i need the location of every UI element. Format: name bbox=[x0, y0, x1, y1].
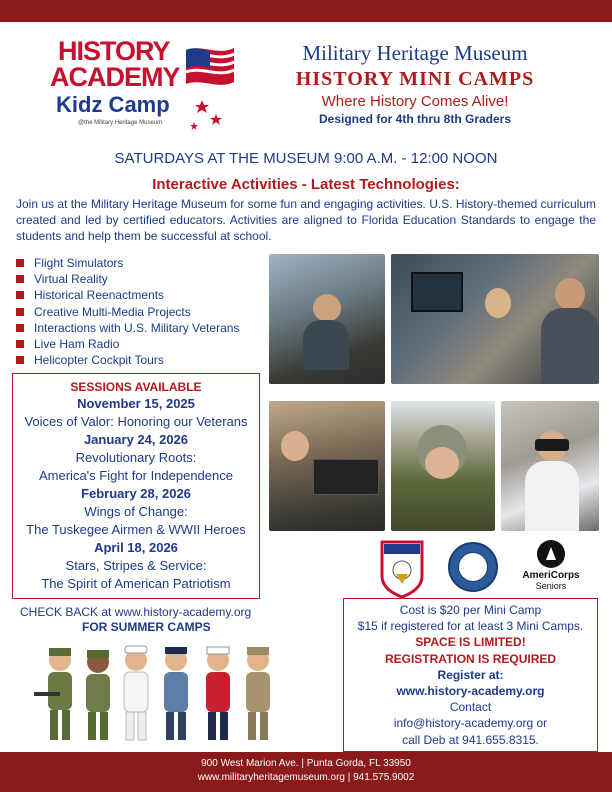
activity-label: Interactions with U.S. Military Veterans bbox=[34, 320, 240, 335]
pilot-helmet-photo bbox=[391, 401, 495, 531]
square-bullet-icon bbox=[16, 291, 24, 299]
activity-label: Live Ham Radio bbox=[34, 337, 120, 352]
activity-label: Creative Multi-Media Projects bbox=[34, 304, 191, 319]
county-seal-icon bbox=[448, 542, 498, 592]
footer-bar bbox=[0, 752, 612, 792]
screen-shape bbox=[411, 272, 463, 312]
history-academy-logo bbox=[44, 36, 234, 161]
activity-label: Virtual Reality bbox=[34, 272, 108, 287]
flight-simulator-photo bbox=[391, 254, 599, 384]
eagle-shield-icon bbox=[380, 540, 424, 598]
logo-academy-text: ACADEMY bbox=[50, 62, 180, 92]
logo-kidz-camp-text: Kidz Camp bbox=[56, 92, 170, 117]
list-item bbox=[16, 271, 266, 287]
contact-email[interactable]: info@history-academy.org or bbox=[393, 716, 548, 731]
footer-address: 900 West Marion Ave. | Punta Gorda, FL 33950 bbox=[201, 758, 411, 769]
person-head-shape bbox=[485, 288, 511, 318]
partner-logos bbox=[380, 540, 600, 600]
helicopter-cockpit-photo bbox=[269, 254, 385, 384]
radio-shape bbox=[313, 459, 379, 495]
list-item bbox=[16, 352, 266, 368]
register-link[interactable]: www.history-academy.org bbox=[396, 684, 545, 699]
flag-icon bbox=[182, 42, 238, 142]
tagline: Where History Comes Alive! bbox=[321, 93, 509, 110]
coast-guard-figure bbox=[246, 647, 270, 740]
square-bullet-icon bbox=[16, 275, 24, 283]
list-item bbox=[16, 320, 266, 336]
logo-subtitle: @the Military Heritage Museum bbox=[78, 120, 163, 126]
person-body-shape bbox=[525, 461, 579, 531]
checkback-note bbox=[20, 605, 270, 635]
square-bullet-icon bbox=[16, 324, 24, 332]
cartoon-service-members-illustration bbox=[30, 638, 295, 750]
contact-label: Contact bbox=[449, 700, 492, 715]
airman-figure bbox=[164, 647, 188, 740]
person-head-shape bbox=[555, 278, 585, 310]
logo-history-text: HISTORY bbox=[58, 36, 170, 66]
session-date: April 18, 2026 bbox=[94, 540, 178, 555]
summer-camps-line: FOR SUMMER CAMPS bbox=[82, 620, 211, 634]
activities-subheading: Interactive Activities - Latest Technologies: bbox=[152, 176, 460, 193]
sessions-box bbox=[12, 373, 260, 599]
americorps-label: AmeriCorps bbox=[522, 570, 580, 581]
activity-label: Historical Reenactments bbox=[34, 288, 165, 303]
space-limited-notice: SPACE IS LIMITED! bbox=[415, 635, 526, 650]
session-subtitle: The Tuskegee Airmen & WWII Heroes bbox=[26, 522, 246, 537]
registration-required-notice: REGISTRATION IS REQUIRED bbox=[384, 651, 557, 666]
ham-radio-photo bbox=[269, 401, 385, 531]
session-title: Voices of Valor: Honoring our Veterans bbox=[24, 414, 248, 429]
session-date: November 15, 2025 bbox=[77, 396, 195, 411]
americorps-icon bbox=[537, 540, 565, 568]
person-body-shape bbox=[303, 320, 349, 370]
soldier-figure bbox=[34, 648, 72, 740]
list-item bbox=[16, 287, 266, 303]
grades-note: Designed for 4th thru 8th Graders bbox=[318, 112, 512, 126]
museum-title: Military Heritage Museum bbox=[302, 41, 528, 65]
square-bullet-icon bbox=[16, 356, 24, 364]
marine-figure bbox=[206, 647, 230, 740]
list-item bbox=[16, 304, 266, 320]
sailor-figure bbox=[124, 646, 148, 740]
cost-registration-box bbox=[343, 598, 598, 752]
activities-list bbox=[16, 255, 266, 368]
americorps-logo bbox=[516, 540, 586, 600]
session-date: January 24, 2026 bbox=[83, 432, 189, 447]
session-subtitle: America's Fight for Independence bbox=[39, 468, 233, 483]
session-date: February 28, 2026 bbox=[81, 486, 191, 501]
square-bullet-icon bbox=[16, 259, 24, 267]
soldier-figure bbox=[86, 650, 110, 740]
top-banner-bar bbox=[0, 0, 612, 22]
session-title: Revolutionary Roots: bbox=[75, 450, 197, 465]
session-title: Wings of Change: bbox=[84, 504, 188, 519]
square-bullet-icon bbox=[16, 308, 24, 316]
square-bullet-icon bbox=[16, 340, 24, 348]
list-item bbox=[16, 255, 266, 271]
register-at-label: Register at: bbox=[437, 667, 504, 682]
virtual-reality-photo bbox=[501, 401, 599, 531]
person-body-shape bbox=[541, 308, 599, 384]
checkback-line: CHECK BACK at www.history-academy.org bbox=[20, 605, 252, 619]
schedule-heading: SATURDAYS AT THE MUSEUM 9:00 A.M. - 12:00 NOON bbox=[114, 150, 498, 167]
camps-title: HISTORY MINI CAMPS bbox=[295, 68, 535, 90]
person-head-shape bbox=[425, 447, 459, 479]
discount-line: $15 if registered for at least 3 Mini Camps. bbox=[357, 619, 584, 634]
vr-headset-shape bbox=[535, 439, 569, 451]
person-head-shape bbox=[313, 294, 341, 322]
activity-label: Flight Simulators bbox=[34, 256, 124, 270]
list-item bbox=[16, 336, 266, 352]
sessions-heading: SESSIONS AVAILABLE bbox=[70, 380, 202, 394]
seniors-label: Seniors bbox=[535, 581, 567, 591]
session-title: Stars, Stripes & Service: bbox=[65, 558, 207, 573]
session-subtitle: The Spirit of American Patriotism bbox=[41, 576, 231, 591]
intro-paragraph: Join us at the Military Heritage Museum for some fun and engaging activities. U.S. History-themed curriculum created and led by certified educators. Activities are aligned to Florida Education Standards to engage the students and help them be successful at school. bbox=[16, 197, 596, 243]
contact-phone: call Deb at 941.655.8315. bbox=[402, 732, 539, 747]
header-block bbox=[250, 40, 580, 127]
person-head-shape bbox=[281, 431, 309, 461]
footer-web[interactable]: www.militaryheritagemuseum.org | 941.575.9002 bbox=[197, 772, 415, 783]
activity-label: Helicopter Cockpit Tours bbox=[34, 353, 164, 368]
cost-line: Cost is $20 per Mini Camp bbox=[399, 603, 542, 617]
